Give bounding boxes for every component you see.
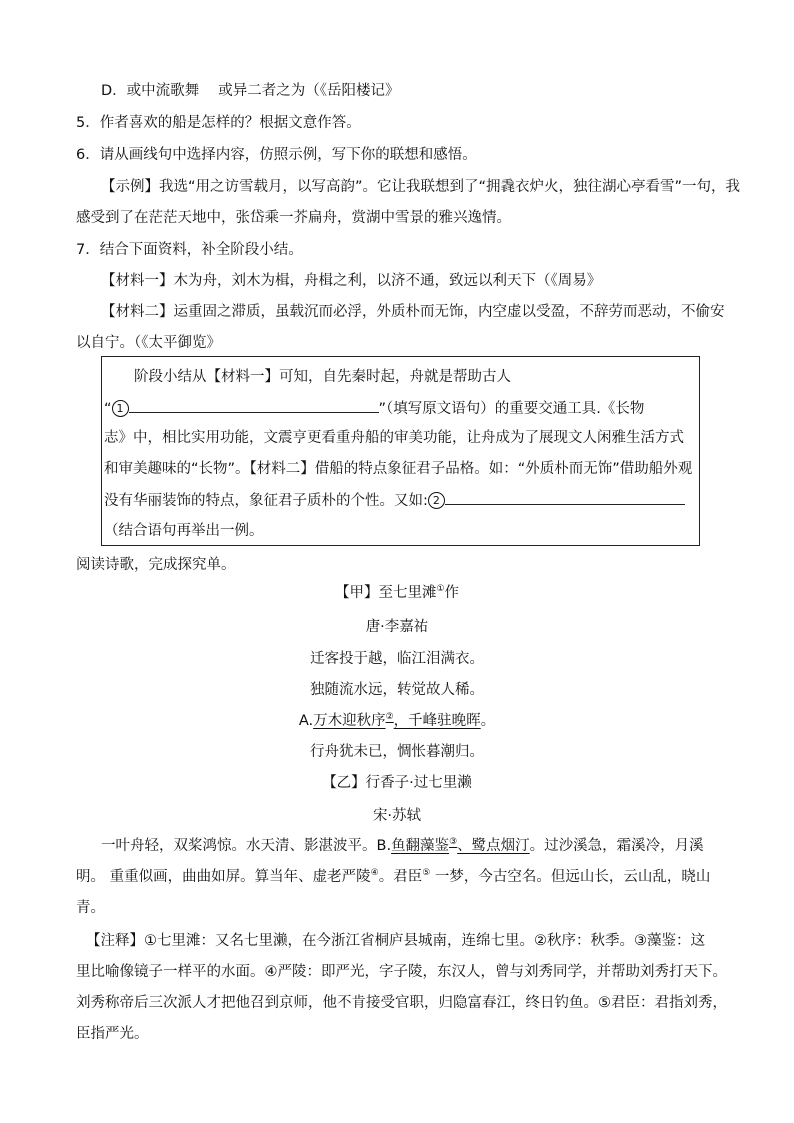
notes-line-1: 【注释】①七里滩：又名七里濑，在今浙江省桐庐县城南，连绵七里。②秋序：秋季。③藻鉴：这 [86, 933, 705, 949]
poem-a-title-text: 【甲】至七里滩 [334, 585, 437, 601]
poem-b-text: 。君臣 [378, 869, 423, 885]
poem-b-title: 【乙】行香子·过七里濑 [322, 775, 472, 791]
summary-line-5-text: 没有华丽装饰的特点，象征君子质朴的个性。又如: [104, 493, 428, 509]
note-marker: ③ [449, 837, 458, 848]
summary-line-6: （结合语句再举出一例。 [104, 523, 264, 539]
summary-line-1: 阶段小结从【材料一】可知，自先秦时起，舟就是帮助古人 [134, 369, 511, 385]
underlined-phrase: 鱼翻藻鉴 [391, 838, 450, 854]
punctuation: 。 [480, 713, 496, 729]
poem-b-text: 一梦，今古空名。但远山长，云山乱，晓山 [430, 869, 711, 885]
question-6: 6．请从画线句中选择内容，仿照示例，写下你的联想和感悟。 [76, 147, 477, 163]
note-marker: ④ [370, 868, 379, 879]
poem-b-line-2 [76, 867, 710, 887]
summary-line-5 [104, 490, 685, 511]
underlined-phrase: ，千峰驻晚晖 [393, 713, 481, 729]
underlined-phrase: 、鹭点烟汀 [457, 838, 530, 854]
material-2-line-1: 【材料二】运重固之滞质，虽载沉而必浮，外质朴而无饰，内空虚以受盈，不辞劳而恶动，不偷安 [101, 304, 725, 320]
example-line-2: 感受到了在茫茫天地中，张岱乘一芥扁舟，赏湖中雪景的雅兴逸情。 [76, 210, 511, 226]
notes-line-2: 里比喻像镜子一样平的水面。④严陵：即严光，字子陵，东汉人，曾与刘秀同学，并帮助刘秀打天下。 [76, 964, 727, 980]
question-7: 7．结合下面资料，补全阶段小结。 [76, 242, 303, 258]
answer-blank-2[interactable] [445, 490, 685, 505]
poem-b-text: 一叶舟轻，双桨鸿惊。水天清、影湛波平。B. [101, 838, 392, 854]
summary-line-2-text: ”（填写原文语句）的重要交通工具.《长物 [378, 401, 645, 417]
note-marker: ① [436, 584, 445, 595]
blank-2-number: 2 [428, 492, 445, 509]
material-1: 【材料一】木为舟，刘木为楫，舟楫之利，以济不通，致远以利天下（《周易》 [101, 273, 602, 289]
poem-a-title-suffix: 作 [444, 585, 460, 601]
poem-b-text: 明。 重重似画，曲曲如屏。算当年、虚老严陵 [76, 869, 371, 885]
open-quote: “ [104, 401, 112, 417]
poem-a-line-3 [0, 711, 794, 731]
summary-line-4: 和审美趣味的“长物”。【材料二】借船的特点象征君子品格。如：“外质朴而无饰”借助船外观 [104, 461, 693, 477]
note-marker: ⑤ [422, 868, 431, 879]
poem-intro: 阅读诗歌，完成探究单。 [76, 557, 236, 573]
poem-b-author: 宋·苏轼 [372, 808, 422, 824]
question-5: 5．作者喜欢的船是怎样的？根据文意作答。 [76, 115, 361, 131]
notes-line-4: 臣指严光。 [76, 1026, 149, 1042]
poem-a-line-2: 独随流水远，转觉故人稀。 [310, 682, 484, 698]
option-d: D．或中流歌舞 或异二者之为（《岳阳楼记》 [101, 83, 400, 99]
notes-line-3: 刘秀称帝后三次派人才把他召到京师，他不肯接受官职，归隐富春江，终日钓鱼。⑤君臣：君指刘秀， [76, 995, 727, 1011]
answer-blank-1[interactable] [129, 398, 379, 413]
poem-b-line-3: 青。 [76, 900, 105, 916]
summary-line-2 [104, 398, 644, 419]
summary-line-3: 志》中，相比实用功能，文震亨更看重舟船的审美功能，让舟成为了展现文人闲雅生活方式 [104, 430, 684, 446]
material-2-line-2: 以自宁。（《太平御览》 [76, 335, 221, 351]
line-label-a: A. [298, 713, 314, 729]
example-line-1: 【示例】我选“用之访雪载月，以写高韵”。它让我联想到了“拥毳衣炉火，独往湖心亭看雪”一句，我 [101, 179, 741, 195]
poem-a-title [0, 583, 794, 603]
poem-a-author: 唐·李嘉祐 [365, 619, 429, 635]
underlined-phrase: 万木迎秋序 [313, 713, 386, 729]
poem-a-line-1: 迁客投于越，临江泪满衣。 [310, 651, 484, 667]
poem-b-text: 。过沙溪急，霜溪冷，月溪 [529, 838, 704, 854]
blank-1-number: 1 [112, 400, 129, 417]
poem-a-line-4: 行舟犹未已，惆怅暮潮归。 [310, 744, 484, 760]
note-marker: ② [385, 712, 394, 723]
poem-b-line-1 [101, 836, 704, 856]
